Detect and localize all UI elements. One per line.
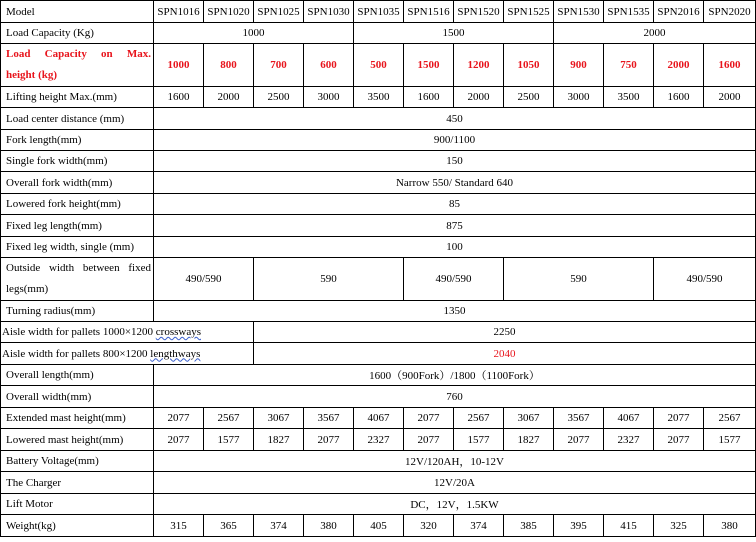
weight-cell: 320	[404, 515, 454, 537]
lifting-height-row	[1, 87, 756, 108]
lowered-mast-row	[1, 429, 756, 451]
aisle-800-label-prefix: Aisle width for pallets 800×1200	[2, 347, 151, 360]
model-cell: SPN1035	[354, 1, 404, 23]
lifting-height-cell: 3500	[604, 87, 654, 108]
lowered-mast-cell: 1577	[704, 429, 756, 451]
lifting-height-cell: 1600	[154, 87, 204, 108]
weight-row	[1, 515, 756, 537]
lifting-height-cell: 2500	[504, 87, 554, 108]
load-capacity-row	[1, 23, 756, 44]
model-cell: SPN1020	[204, 1, 254, 23]
lowered-mast-cell: 2077	[654, 429, 704, 451]
lowered-mast-cell: 1577	[204, 429, 254, 451]
load-capacity-group: 1000	[154, 23, 354, 44]
weight-cell: 405	[354, 515, 404, 537]
aisle-800-label-suffix: lengthways	[150, 347, 201, 360]
battery-voltage-row	[1, 451, 756, 472]
aisle-800-label	[1, 343, 254, 365]
outside-width-label-line1: Outside width between fixed	[6, 262, 151, 274]
overall-fork-width-value: Narrow 550/ Standard 640	[154, 172, 756, 194]
aisle-1000-label-prefix: Aisle width for pallets 1000×1200	[2, 326, 156, 338]
overall-width-label: Overall width(mm)	[1, 386, 154, 408]
model-cell: SPN2016	[654, 1, 704, 23]
extended-mast-cell: 3567	[554, 408, 604, 429]
model-cell: SPN2020	[704, 1, 756, 23]
fork-length-value: 900/1100	[154, 130, 756, 151]
single-fork-width-value: 150	[154, 151, 756, 172]
single-fork-width-label: Single fork width(mm)	[1, 151, 154, 172]
load-capacity-max-height-cell: 1200	[454, 44, 504, 87]
aisle-1000-label	[1, 322, 254, 343]
outside-width-row	[1, 258, 756, 301]
extended-mast-cell: 2567	[454, 408, 504, 429]
weight-cell: 395	[554, 515, 604, 537]
extended-mast-cell: 3067	[254, 408, 304, 429]
fixed-leg-length-label: Fixed leg length(mm)	[1, 215, 154, 237]
charger-label: The Charger	[1, 472, 154, 494]
outside-width-group: 590	[504, 258, 654, 301]
lifting-height-cell: 1600	[404, 87, 454, 108]
aisle-800-value: 2040	[254, 343, 756, 365]
overall-fork-width-row	[1, 172, 756, 194]
lowered-mast-label: Lowered mast height(mm)	[1, 429, 154, 451]
weight-cell: 385	[504, 515, 554, 537]
outside-width-group: 490/590	[654, 258, 756, 301]
weight-cell: 315	[154, 515, 204, 537]
battery-voltage-label: Battery Voltage(mm)	[1, 451, 154, 472]
model-label: Model	[1, 1, 154, 23]
lifting-height-cell: 3000	[304, 87, 354, 108]
lifting-height-cell: 3000	[554, 87, 604, 108]
lift-motor-row	[1, 494, 756, 515]
overall-length-value: 1600（900Fork）/1800（1100Fork）	[154, 365, 756, 386]
battery-voltage-value: 12V/120AH，10-12V	[154, 451, 756, 472]
load-capacity-max-height-cell: 2000	[654, 44, 704, 87]
load-capacity-max-height-label-line1: Load Capacity on Max.	[6, 48, 151, 60]
extended-mast-label: Extended mast height(mm)	[1, 408, 154, 429]
outside-width-label	[1, 258, 154, 301]
model-cell: SPN1530	[554, 1, 604, 23]
extended-mast-cell: 3067	[504, 408, 554, 429]
lift-motor-label: Lift Motor	[1, 494, 154, 515]
weight-cell: 374	[254, 515, 304, 537]
outside-width-group: 490/590	[154, 258, 254, 301]
extended-mast-cell: 2077	[404, 408, 454, 429]
turning-radius-value: 1350	[154, 301, 756, 322]
load-capacity-max-height-cell: 750	[604, 44, 654, 87]
load-capacity-max-height-label	[1, 44, 154, 87]
load-capacity-max-height-label-line2: height (kg)	[6, 69, 58, 81]
model-row	[1, 1, 756, 23]
fork-length-row	[1, 130, 756, 151]
charger-row	[1, 472, 756, 494]
fixed-leg-length-value: 875	[154, 215, 756, 237]
extended-mast-cell: 2567	[204, 408, 254, 429]
load-capacity-max-height-cell: 500	[354, 44, 404, 87]
load-capacity-max-height-row	[1, 44, 756, 87]
lowered-mast-cell: 1827	[254, 429, 304, 451]
overall-length-label: Overall length(mm)	[1, 365, 154, 386]
overall-width-value: 760	[154, 386, 756, 408]
lowered-fork-height-value: 85	[154, 194, 756, 215]
lowered-mast-cell: 2327	[604, 429, 654, 451]
overall-length-row	[1, 365, 756, 386]
load-capacity-max-height-cell: 1500	[404, 44, 454, 87]
load-capacity-max-height-cell: 1050	[504, 44, 554, 87]
model-cell: SPN1030	[304, 1, 354, 23]
load-capacity-group: 2000	[554, 23, 756, 44]
lifting-height-cell: 3500	[354, 87, 404, 108]
extended-mast-cell: 2077	[654, 408, 704, 429]
single-fork-width-row	[1, 151, 756, 172]
load-capacity-max-height-cell: 800	[204, 44, 254, 87]
load-center-label: Load center distance (mm)	[1, 108, 154, 130]
charger-value: 12V/20A	[154, 472, 756, 494]
fixed-leg-width-value: 100	[154, 237, 756, 258]
lifting-height-cell: 2000	[204, 87, 254, 108]
weight-label: Weight(kg)	[1, 515, 154, 537]
load-capacity-label: Load Capacity (Kg)	[1, 23, 154, 44]
outside-width-group: 490/590	[404, 258, 504, 301]
load-capacity-max-height-cell: 1600	[704, 44, 756, 87]
model-cell: SPN1520	[454, 1, 504, 23]
load-capacity-max-height-cell: 700	[254, 44, 304, 87]
aisle-800-row	[1, 343, 756, 365]
load-capacity-max-height-cell: 600	[304, 44, 354, 87]
lifting-height-cell: 2000	[704, 87, 756, 108]
outside-width-label-line2: legs(mm)	[6, 283, 49, 295]
overall-fork-width-label: Overall fork width(mm)	[1, 172, 154, 194]
turning-radius-row	[1, 301, 756, 322]
lowered-mast-cell: 2077	[554, 429, 604, 451]
aisle-1000-label-suffix: crossways	[155, 326, 201, 338]
lowered-mast-cell: 2077	[304, 429, 354, 451]
extended-mast-cell: 3567	[304, 408, 354, 429]
model-cell: SPN1535	[604, 1, 654, 23]
load-capacity-max-height-cell: 900	[554, 44, 604, 87]
weight-cell: 380	[704, 515, 756, 537]
weight-cell: 365	[204, 515, 254, 537]
extended-mast-cell: 2567	[704, 408, 756, 429]
model-cell: SPN1025	[254, 1, 304, 23]
lowered-mast-cell: 2077	[154, 429, 204, 451]
load-capacity-max-height-cell: 1000	[154, 44, 204, 87]
lowered-fork-height-row	[1, 194, 756, 215]
fork-length-label: Fork length(mm)	[1, 130, 154, 151]
model-cell: SPN1516	[404, 1, 454, 23]
model-cell: SPN1525	[504, 1, 554, 23]
fixed-leg-length-row	[1, 215, 756, 237]
aisle-1000-row	[1, 322, 756, 343]
fixed-leg-width-label: Fixed leg width, single (mm)	[1, 237, 154, 258]
lifting-height-label: Lifting height Max.(mm)	[1, 87, 154, 108]
lift-motor-value: DC，12V，1.5KW	[154, 494, 756, 515]
weight-cell: 325	[654, 515, 704, 537]
fixed-leg-width-row	[1, 237, 756, 258]
load-center-row	[1, 108, 756, 130]
lowered-mast-cell: 1577	[454, 429, 504, 451]
weight-cell: 415	[604, 515, 654, 537]
lowered-mast-cell: 2327	[354, 429, 404, 451]
lifting-height-cell: 2500	[254, 87, 304, 108]
aisle-1000-value: 2250	[254, 322, 756, 343]
load-capacity-group: 1500	[354, 23, 554, 44]
weight-cell: 380	[304, 515, 354, 537]
turning-radius-label: Turning radius(mm)	[1, 301, 154, 322]
extended-mast-row	[1, 408, 756, 429]
lowered-fork-height-label: Lowered fork height(mm)	[1, 194, 154, 215]
extended-mast-cell: 4067	[604, 408, 654, 429]
extended-mast-cell: 2077	[154, 408, 204, 429]
lowered-mast-cell: 2077	[404, 429, 454, 451]
load-center-value: 450	[154, 108, 756, 130]
lifting-height-cell: 2000	[454, 87, 504, 108]
lowered-mast-cell: 1827	[504, 429, 554, 451]
overall-width-row	[1, 386, 756, 408]
extended-mast-cell: 4067	[354, 408, 404, 429]
weight-cell: 374	[454, 515, 504, 537]
model-cell: SPN1016	[154, 1, 204, 23]
lifting-height-cell: 1600	[654, 87, 704, 108]
outside-width-group: 590	[254, 258, 404, 301]
